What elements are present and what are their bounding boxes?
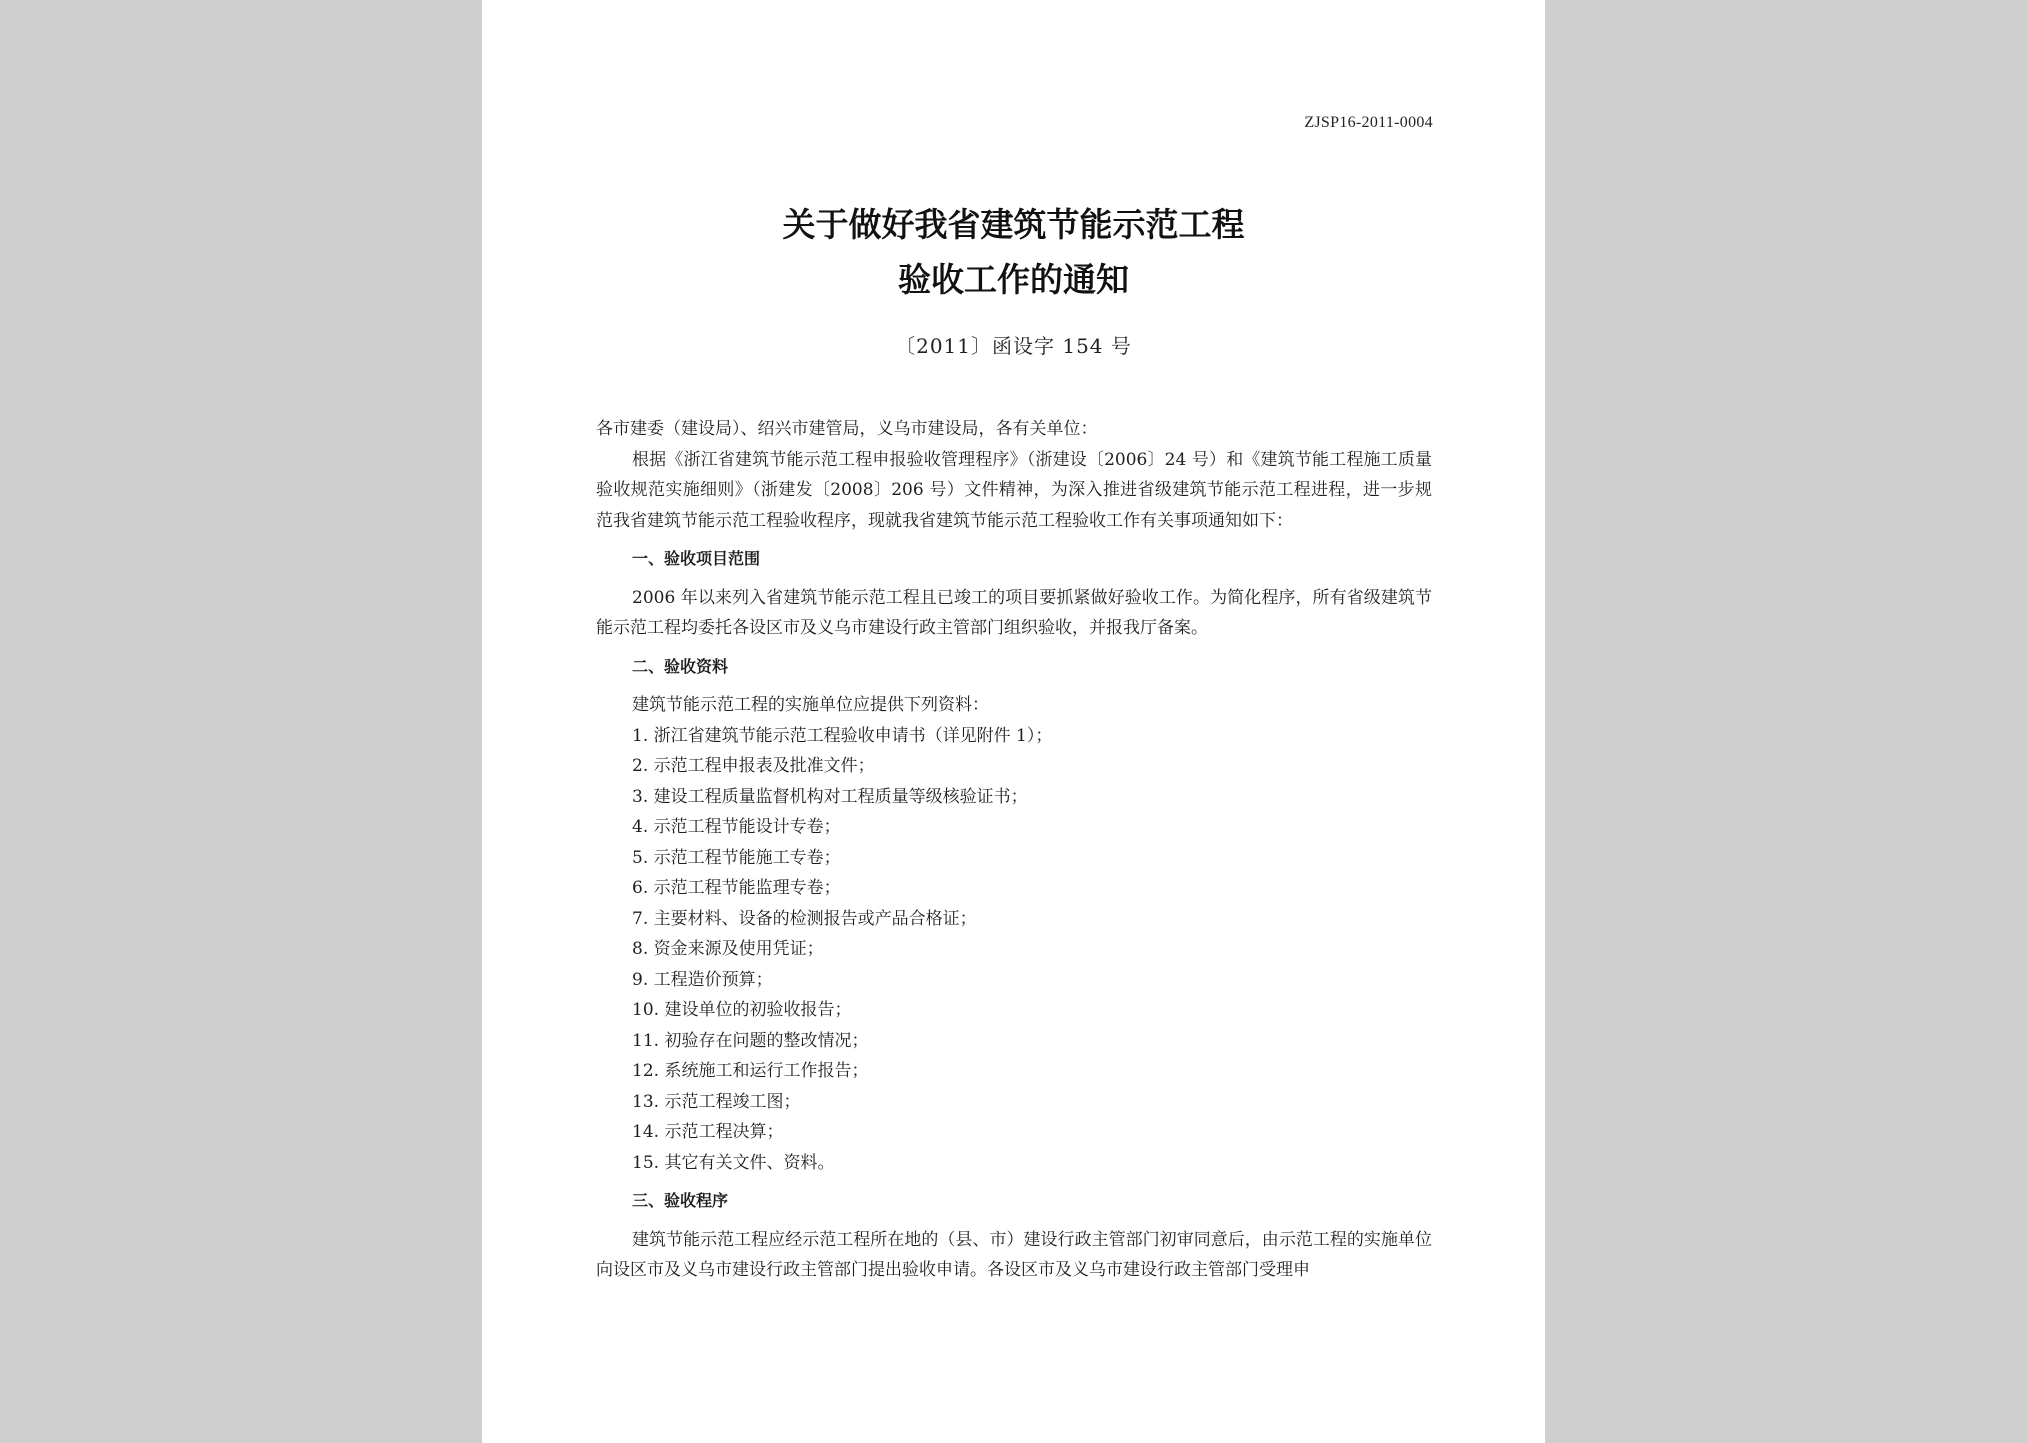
addressee-line: 各市建委（建设局）、绍兴市建管局，义乌市建设局，各有关单位：: [596, 419, 1098, 439]
document-body: [596, 414, 1432, 1286]
list-item: 14. 示范工程决算；: [632, 1122, 784, 1142]
list-item: 10. 建设单位的初验收报告；: [632, 1000, 852, 1020]
section-paragraph-procedure: 建筑节能示范工程应经示范工程所在地的（县、市）建设行政主管部门初审同意后，由示范工程的实施单位向设区市及义乌市建设行政主管部门提出验收申请。各设区市及义乌市建设行政主管部门受理申: [596, 1229, 1432, 1280]
list-item: 12. 系统施工和运行工作报告；: [632, 1061, 869, 1081]
section-paragraph-scope: 2006 年以来列入省建筑节能示范工程且已竣工的项目要抓紧做好验收工作。为简化程序，所有省级建筑节能示范工程均委托各设区市及义乌市建设行政主管部门组织验收，并报我厅备案。: [596, 587, 1432, 638]
list-item: 11. 初验存在问题的整改情况；: [632, 1030, 869, 1051]
intro-paragraph: 根据《浙江省建筑节能示范工程申报验收管理程序》（浙建设〔2006〕24 号）和《建筑节能工程施工质量验收规范实施细则》（浙建发〔2008〕206 号）文件精神，为深入推进省级建筑节能示范工程进程，进一步规范我省建筑节能示范工程验收程序，现就我省建筑节能示范工程验收工作有关事项通知如下：: [596, 449, 1432, 531]
section-paragraph-materials: 建筑节能示范工程的实施单位应提供下列资料：: [632, 695, 989, 715]
section-heading-procedure: 三、验收程序: [632, 1191, 729, 1210]
list-item: 8. 资金来源及使用凭证；: [632, 939, 824, 959]
document-number: 〔2011〕函设字 154 号: [895, 334, 1132, 358]
list-item: 6. 示范工程节能监理专卷；: [632, 878, 841, 898]
list-item: 13. 示范工程竣工图；: [632, 1091, 801, 1112]
list-item: 1. 浙江省建筑节能示范工程验收申请书（详见附件 1）；: [632, 725, 1053, 746]
document-title-line-2: 验收工作的通知: [898, 260, 1129, 299]
list-item: 7. 主要材料、设备的检测报告或产品合格证；: [632, 908, 977, 929]
list-item: 5. 示范工程节能施工专卷；: [632, 847, 841, 868]
document-title-line-1: 关于做好我省建筑节能示范工程: [782, 205, 1245, 244]
section-heading-materials: 二、验收资料: [632, 656, 729, 676]
list-item: 15. 其它有关文件、资料。: [632, 1152, 835, 1173]
section-heading-scope: 一、验收项目范围: [632, 549, 761, 568]
materials-list: [596, 721, 1432, 1179]
list-item: 2. 示范工程申报表及批准文件；: [632, 756, 875, 776]
document-code: ZJSP16-2011-0004: [1304, 114, 1433, 131]
list-item: 3. 建设工程质量监督机构对工程质量等级核验证书；: [632, 786, 1028, 807]
list-item: 9. 工程造价预算；: [632, 969, 773, 990]
list-item: 4. 示范工程节能设计专卷；: [632, 817, 841, 837]
